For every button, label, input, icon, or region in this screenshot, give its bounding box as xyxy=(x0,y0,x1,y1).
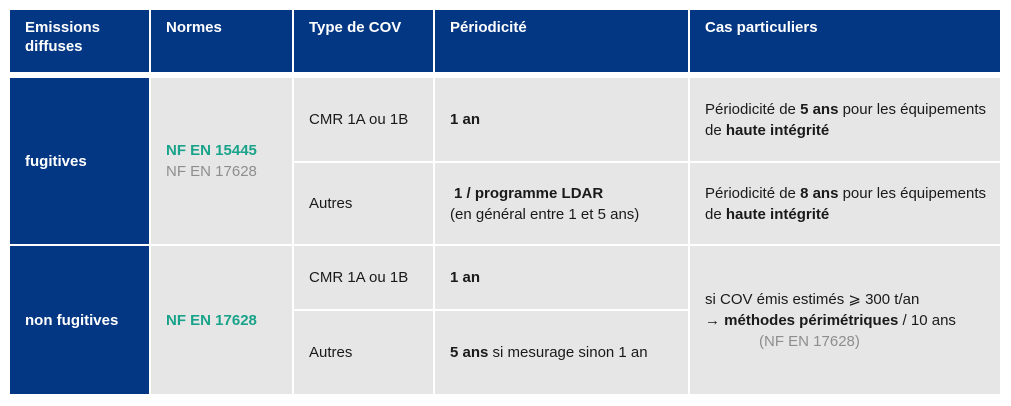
header-cas-particuliers xyxy=(690,10,1000,72)
fugitives-case-autres xyxy=(690,163,1000,244)
case-text xyxy=(705,99,1000,141)
type-label: Autres xyxy=(309,195,353,212)
periodicity-value: 1 an xyxy=(450,111,481,128)
case-norm: (NF EN 17628) xyxy=(759,332,860,350)
header-emissions-label: Emissions diffuses xyxy=(25,19,101,55)
non-fugitives-periodicity-cmr xyxy=(435,246,688,309)
non-fugitives-type-autres xyxy=(294,311,433,394)
case-pre: Périodicité de xyxy=(705,100,801,118)
case-mid: pour les équipements de xyxy=(705,100,987,139)
periodicity-value: 1 an xyxy=(450,269,481,286)
non-fugitives-case xyxy=(690,246,1000,394)
fugitives-type-autres xyxy=(294,163,433,244)
header-periodicite xyxy=(435,10,688,72)
case-pre: Périodicité de xyxy=(705,184,801,202)
header-emissions xyxy=(10,10,149,72)
type-label: CMR 1A ou 1B xyxy=(309,111,409,128)
case-method xyxy=(705,310,1000,331)
case-years: 5 ans xyxy=(800,100,839,118)
fugitives-type-cmr xyxy=(294,78,433,161)
case-text xyxy=(705,183,1000,225)
case-integrity: haute intégrité xyxy=(725,205,830,223)
periodicity-ldar-note: (en général entre 1 et 5 ans) xyxy=(450,205,640,223)
periodicity-ldar: 1 / programme LDAR xyxy=(454,184,604,202)
fugitives-periodicity-autres xyxy=(435,163,688,244)
non-fugitives-normes-cell xyxy=(151,246,292,394)
non-fugitives-label: non fugitives xyxy=(25,311,119,329)
fugitives-label: fugitives xyxy=(25,152,87,170)
case-mid: pour les équipements de xyxy=(705,184,987,223)
fugitives-case-cmr xyxy=(690,78,1000,161)
non-fugitives-type-cmr xyxy=(294,246,433,309)
case-integrity: haute intégrité xyxy=(725,121,830,139)
norm-secondary: NF EN 17628 xyxy=(166,163,257,180)
header-cas-particuliers-label: Cas particuliers xyxy=(705,19,818,36)
periodicity-text xyxy=(450,342,688,363)
periodicity-rest: si mesurage sinon 1 an xyxy=(488,344,648,361)
header-type-cov-label: Type de COV xyxy=(309,19,402,36)
norm-primary: NF EN 17628 xyxy=(166,311,257,329)
fugitives-normes-cell xyxy=(151,78,292,244)
arrow-icon: → xyxy=(705,311,725,329)
case-method-rest: / 10 ans xyxy=(898,311,956,329)
case-method-bold: méthodes périmétriques xyxy=(724,311,899,329)
fugitives-periodicity-cmr xyxy=(435,78,688,161)
header-periodicite-label: Périodicité xyxy=(450,19,527,36)
header-type-cov xyxy=(294,10,433,72)
case-threshold: si COV émis estimés ⩾ 300 t/an xyxy=(705,290,920,308)
row-label-fugitives xyxy=(10,78,149,244)
row-label-non-fugitives xyxy=(10,246,149,394)
type-label: Autres xyxy=(309,344,353,361)
norm-primary: NF EN 15445 xyxy=(166,142,257,159)
header-normes-label: Normes xyxy=(166,19,222,36)
periodicity-years: 5 ans xyxy=(450,344,489,361)
type-label: CMR 1A ou 1B xyxy=(309,269,409,286)
header-normes xyxy=(151,10,292,72)
case-years: 8 ans xyxy=(800,184,839,202)
non-fugitives-periodicity-autres xyxy=(435,311,688,394)
